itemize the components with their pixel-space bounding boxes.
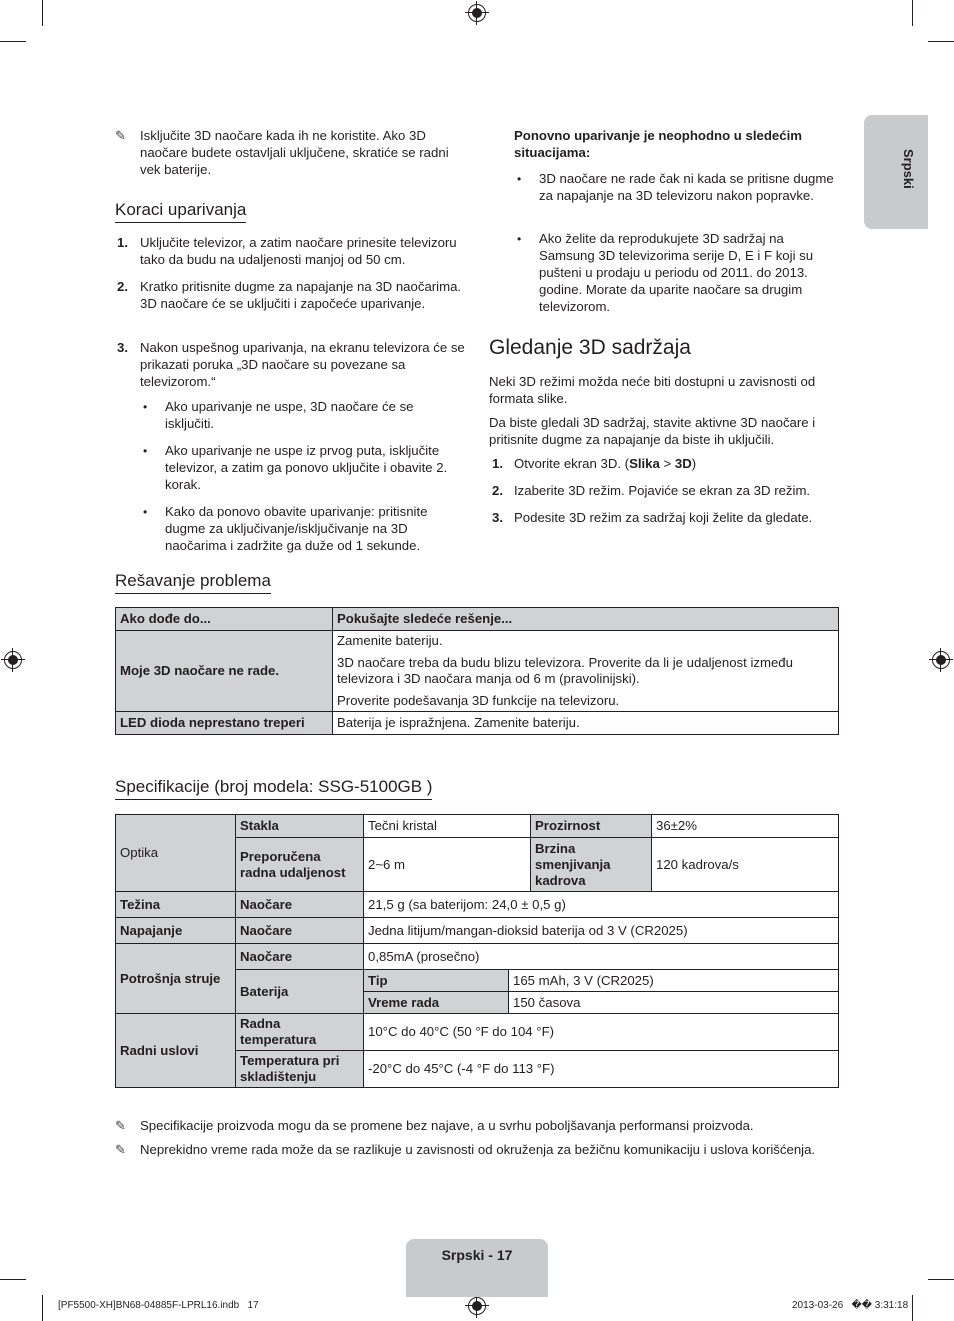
footer-file-name: [PF5500-XH]BN68-04885F-LPRL16.indb 17 [58, 1300, 259, 1311]
bullet-icon: • [143, 505, 148, 519]
watch-paragraph: Neki 3D režimi možda neće biti dostupni u zavisnosti od formata slike. [489, 374, 816, 406]
watch-step-text: Izaberite 3D režim. Pojaviće se ekran za 3D režim. [514, 483, 811, 498]
crop-mark [0, 1279, 26, 1280]
spec-category-cell: Napajanje [116, 918, 236, 944]
step-number: 2. [117, 279, 128, 294]
step-number: 1. [117, 235, 128, 250]
spec-sublabel-cell: Vreme rada [364, 992, 509, 1014]
specs-heading: Specifikacije (broj modela: SSG-5100GB ) [115, 777, 432, 800]
solution-line: Proverite podešavanja 3D funkcije na televizoru. [337, 693, 620, 708]
table-row [116, 944, 839, 970]
crop-mark [912, 0, 913, 26]
spec-label-cell: Naočare [236, 944, 364, 970]
menu-path-3d: 3D [674, 456, 692, 471]
spec-label-cell: Naočare [236, 892, 364, 918]
watch-step-text: Podesite 3D režim za sadržaj koji želite da gledate. [514, 510, 813, 525]
bullet-icon: • [517, 232, 522, 246]
spec-category-cell: Optika [116, 815, 236, 892]
solution-cell: Baterija je ispražnjena. Zamenite bateriju. [333, 712, 839, 735]
table-header-row [116, 608, 839, 631]
troubleshoot-heading: Rešavanje problema [115, 571, 271, 594]
watch-paragraph: Da biste gledali 3D sadržaj, stavite aktivne 3D naočare i pritisnite dugme za napajanje da biste ih uključili. [489, 415, 816, 447]
spec-value-cell: 21,5 g (sa baterijom: 24,0 ± 0,5 g) [364, 892, 839, 918]
side-tab-label: Srpski [901, 149, 916, 189]
step-number: 1. [492, 456, 503, 471]
crop-mark [42, 1295, 43, 1321]
table-row [116, 815, 839, 838]
solution-cell [333, 631, 839, 712]
table-row [116, 712, 839, 735]
note-pencil-icon: ✎ [115, 1142, 126, 1157]
note-pencil-icon: ✎ [115, 128, 126, 143]
spec-label-cell: Stakla [236, 815, 364, 838]
problem-cell: LED dioda neprestano treperi [116, 712, 333, 735]
crop-mark [928, 1279, 954, 1280]
page-number-tab [406, 1239, 548, 1297]
spec-value-cell: Jedna litijum/mangan-dioksid baterija od 3 V (CR2025) [364, 918, 839, 944]
language-side-tab [864, 115, 928, 229]
table-row [116, 892, 839, 918]
spec-value-cell: -20°C do 45°C (-4 °F do 113 °F) [364, 1051, 839, 1088]
watch-step-sep: > [659, 456, 675, 471]
crop-mark [928, 41, 954, 42]
spec-value-cell: 36±2% [652, 815, 839, 838]
spec-label-cell: Temperatura pri skladištenju [236, 1051, 364, 1088]
solution-line: Zamenite bateriju. [337, 633, 443, 648]
spec-label-cell: Radna temperatura [236, 1014, 364, 1051]
spec-value-cell: 0,85mA (prosečno) [364, 944, 839, 970]
spec-category-cell: Potrošnja struje [116, 944, 236, 1014]
sub-bullet-text: Kako da ponovo obavite uparivanje: pritisnite dugme za uključivanje/isključivanje na 3D naočarima i zadržite ga duže od 1 sekunde. [165, 504, 428, 553]
spec-value-cell: 10°C do 40°C (50 °F do 104 °F) [364, 1014, 839, 1051]
specs-table [115, 814, 839, 1088]
crop-mark [42, 0, 43, 26]
watch-title: Gledanje 3D sadržaja [489, 336, 691, 359]
spec-category-cell: Težina [116, 892, 236, 918]
watch-step-pre: Otvorite ekran 3D. ( [514, 456, 630, 471]
crop-mark [912, 1295, 913, 1321]
step-number: 2. [492, 483, 503, 498]
registration-mark-icon [468, 4, 486, 22]
menu-path-picture: Slika [629, 456, 660, 471]
intro-note: Isključite 3D naočare kada ih ne koristite. Ako 3D naočare budete ostavljali uključene, skratiće se radni vek baterije. [140, 128, 449, 177]
sub-bullet-text: Ako uparivanje ne uspe iz prvog puta, isključite televizor, a zatim ga ponovo uključite i obavite 2. korak. [165, 443, 448, 492]
table-row [116, 918, 839, 944]
table-header-cell: Pokušajte sledeće rešenje... [333, 608, 839, 631]
repair-bullet-text: 3D naočare ne rade čak ni kada se pritisne dugme za napajanje na 3D televizoru nakon popravke. [539, 171, 834, 203]
spec-label-cell: Naočare [236, 918, 364, 944]
spec-value-cell: 165 mAh, 3 V (CR2025) [509, 970, 839, 992]
spec-value-cell: 120 kadrova/s [652, 838, 839, 892]
step-text: Uključite televizor, a zatim naočare prinesite televizoru tako da budu na udaljenosti manjoj od 50 cm. [140, 235, 457, 267]
footer-date: 2013-03-26 �� 3:31:18 [792, 1300, 909, 1311]
solution-line: 3D naočare treba da budu blizu televizora. Proverite da li je udaljenost između televizora i 3D naočara manja od 6 m (pravolinijski). [337, 655, 793, 686]
spec-value-cell: 2~6 m [364, 838, 531, 892]
table-row [116, 1014, 839, 1051]
spec-label-cell: Preporučena radna udaljenost [236, 838, 364, 892]
registration-mark-icon [4, 651, 22, 669]
sub-bullet-text: Ako uparivanje ne uspe, 3D naočare će se isključiti. [165, 399, 414, 431]
registration-mark-icon [932, 651, 950, 669]
watch-step-post: ) [691, 456, 697, 471]
spec-value-cell: Tečni kristal [364, 815, 531, 838]
spec-note: Specifikacije proizvoda mogu da se promene bez najave, a u svrhu poboljšavanja performansi proizvoda. [140, 1118, 754, 1133]
problem-cell: Moje 3D naočare ne rade. [116, 631, 333, 712]
table-row [116, 631, 839, 712]
step-number: 3. [492, 510, 503, 525]
repair-bullet-text: Ako želite da reprodukujete 3D sadržaj na Samsung 3D televizorima serije D, E i F koji su pušteni u prodaju u periodu od 2011. do 2013. godine. Morate da uparite naočare sa drugim televizorom. [539, 231, 814, 314]
table-header-cell: Ako dođe do... [116, 608, 333, 631]
pairing-heading: Koraci uparivanja [115, 200, 246, 223]
bullet-icon: • [143, 400, 148, 414]
repair-intro: Ponovno uparivanje je neophodno u sledećim situacijama: [514, 128, 802, 160]
bullet-icon: • [143, 444, 148, 458]
spec-label-cell: Brzina smenjivanja kadrova [531, 838, 652, 892]
spec-label-cell: Prozirnost [531, 815, 652, 838]
step-text: Nakon uspešnog uparivanja, na ekranu televizora će se prikazati poruka „3D naočare su povezane sa televizorom.“ [140, 340, 465, 389]
troubleshoot-table [115, 607, 839, 735]
page-number: Srpski - 17 [441, 1247, 513, 1263]
watch-step-text [514, 455, 844, 472]
step-number: 3. [117, 340, 128, 355]
spec-label-cell: Baterija [236, 970, 364, 1014]
spec-category-cell: Radni uslovi [116, 1014, 236, 1088]
bullet-icon: • [517, 172, 522, 186]
spec-note: Neprekidno vreme rada može da se razlikuje u zavisnosti od okruženja za bežičnu komunikaciju i uslova korišćenja. [140, 1142, 816, 1157]
note-pencil-icon: ✎ [115, 1118, 126, 1133]
spec-sublabel-cell: Tip [364, 970, 509, 992]
spec-value-cell: 150 časova [509, 992, 839, 1014]
step-text: Kratko pritisnite dugme za napajanje na 3D naočarima. 3D naočare će se uključiti i započeće uparivanje. [140, 279, 462, 311]
crop-mark [0, 41, 26, 42]
registration-mark-icon [468, 1297, 486, 1315]
